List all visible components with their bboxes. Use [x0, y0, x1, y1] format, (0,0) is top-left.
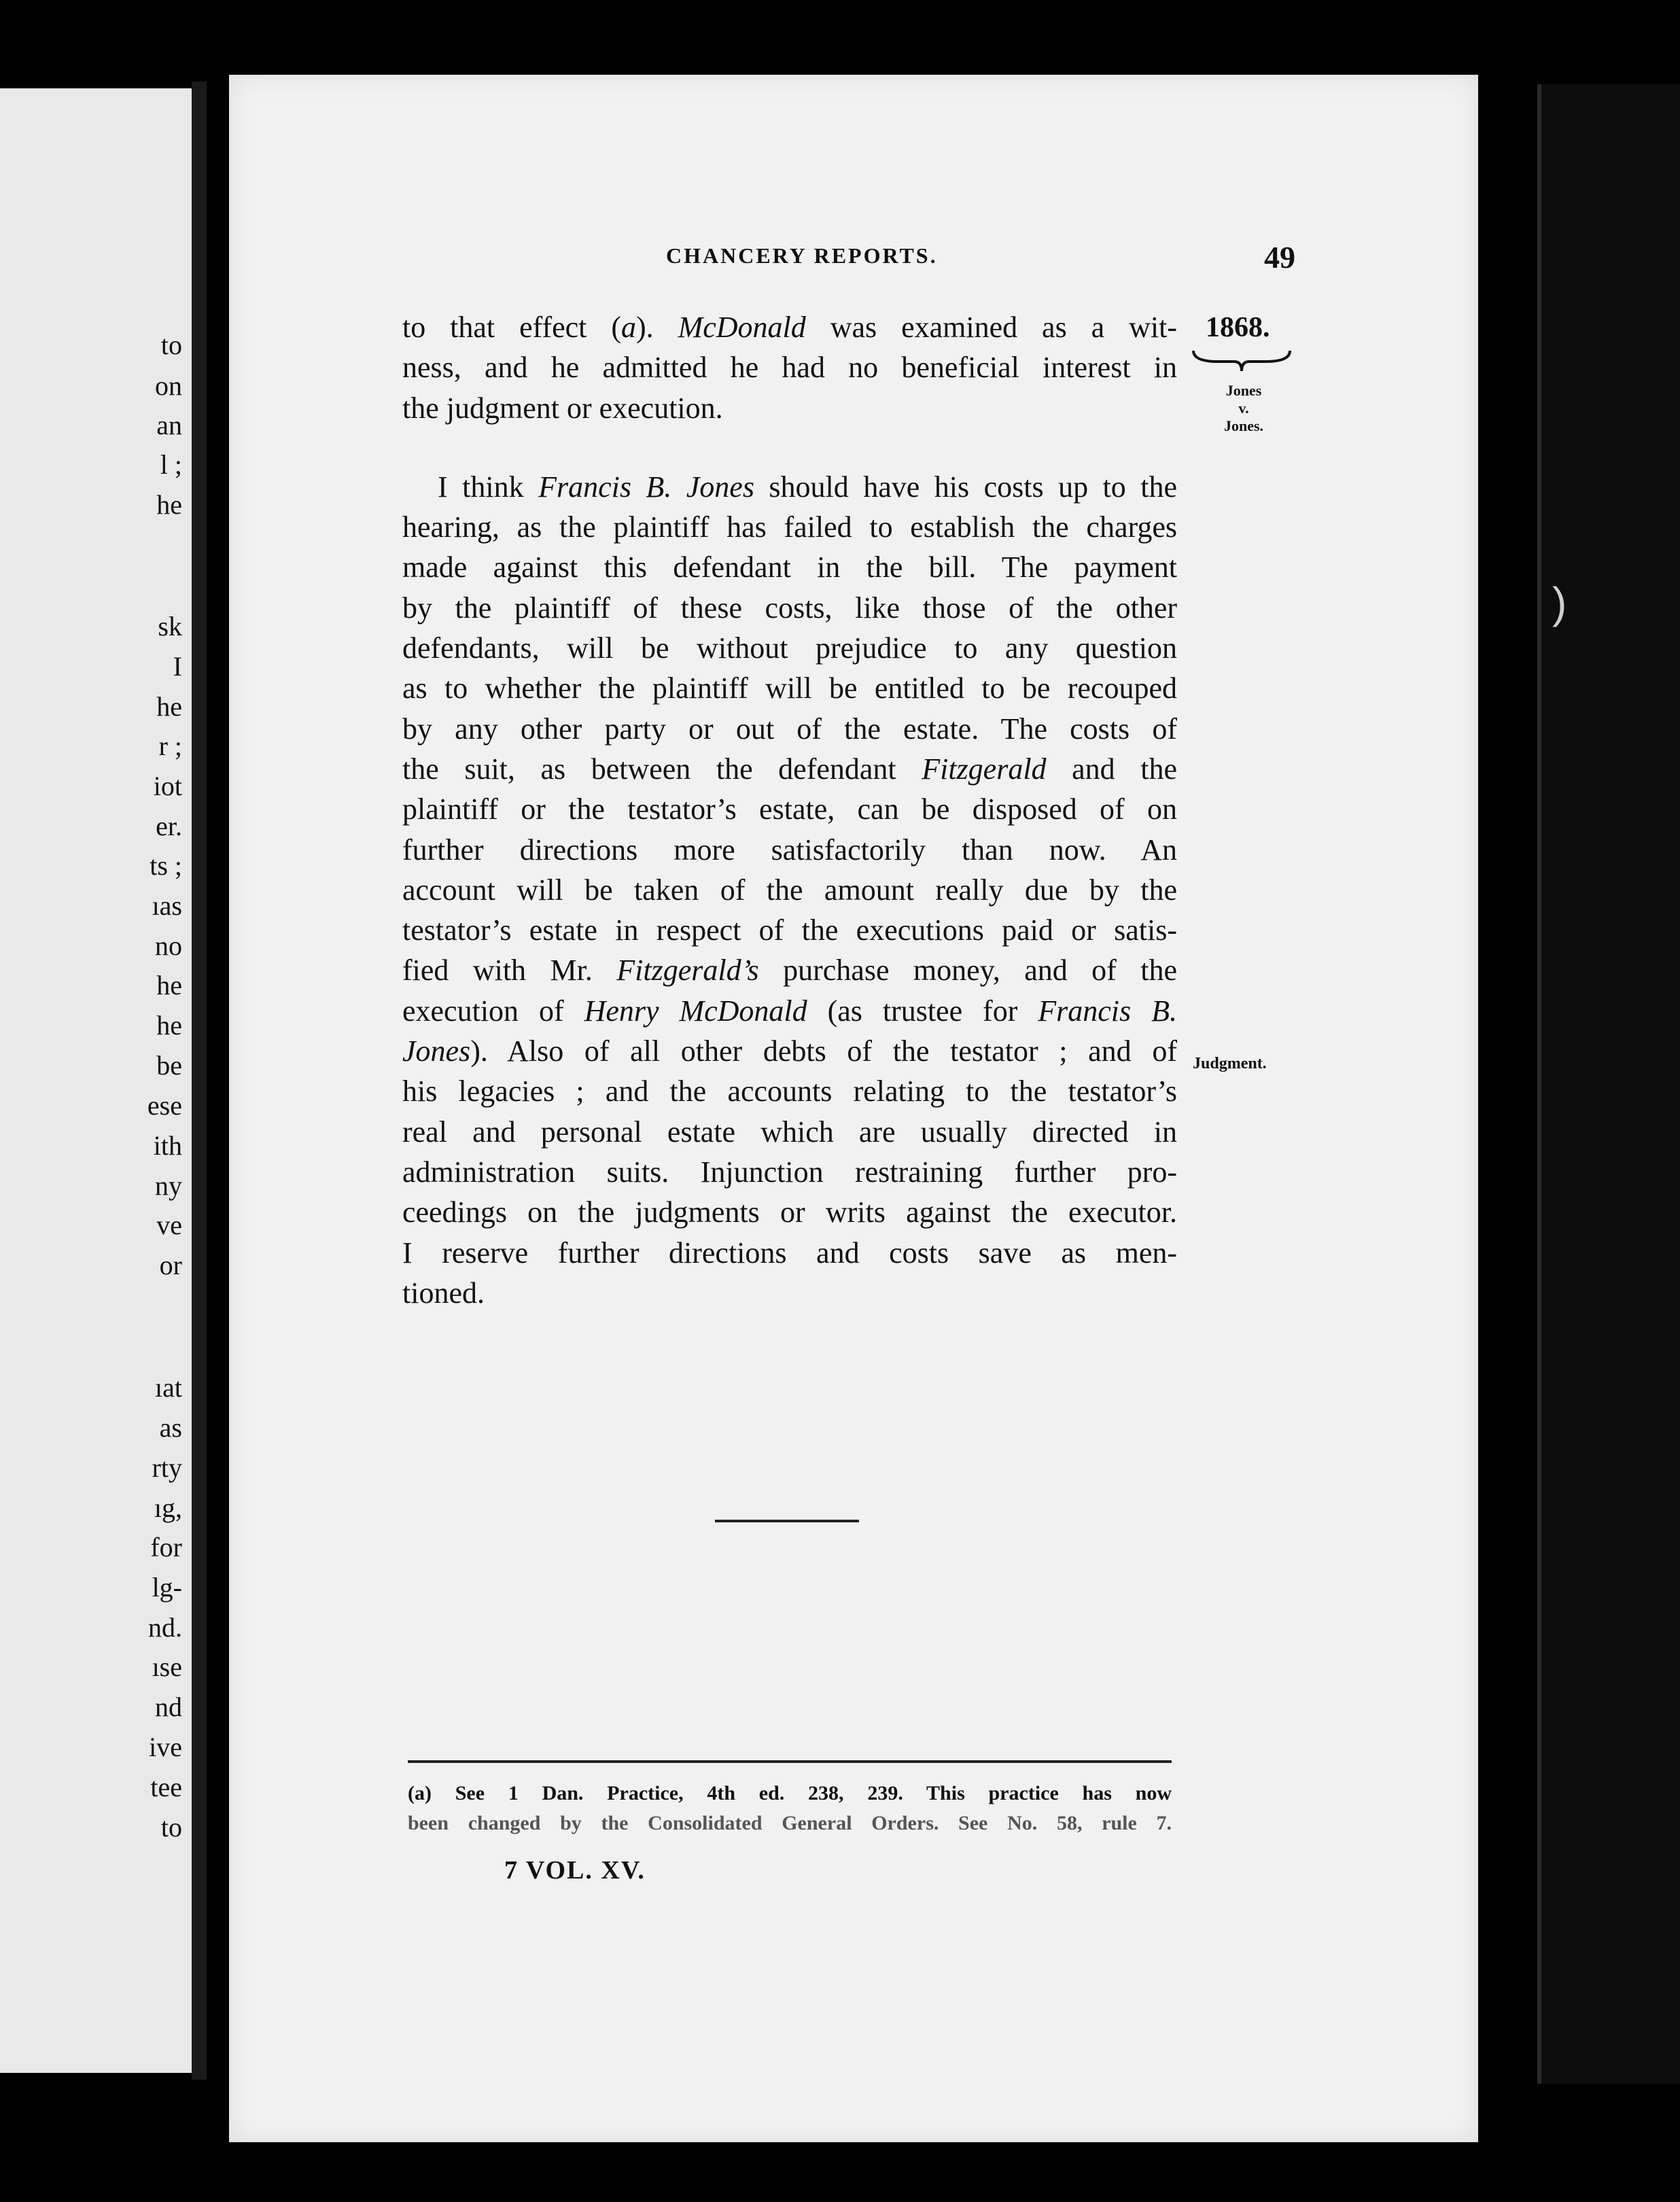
section-rule [715, 1520, 859, 1522]
left-page-fragment: nd [155, 1692, 182, 1722]
p1-line: to that effect (a). McDonald was examined as a wit- [402, 311, 1177, 344]
left-page-fragment: r ; [158, 731, 182, 761]
left-page-fragment: on [155, 370, 182, 401]
footnote-rule [408, 1760, 1172, 1763]
left-page-fragment: tee [150, 1772, 182, 1802]
left-page-fragment: as [159, 1412, 182, 1443]
left-page-fragment: ny [155, 1170, 182, 1201]
left-page-fragment: no [155, 930, 182, 961]
left-page-fragment: or [159, 1250, 182, 1280]
p2-line: the suit, as between the defendant Fitzgerald and the [402, 752, 1177, 786]
p1-line: ness, and he admitted he had no beneficial interest in [402, 351, 1177, 385]
p2-line: by the plaintiff of these costs, like those of the other [402, 591, 1177, 625]
margin-judgment: Judgment. [1193, 1055, 1267, 1072]
left-page-fragment: ıat [155, 1372, 182, 1403]
p2-line: Jones). Also of all other debts of the testator ; and of [402, 1034, 1177, 1068]
signature-mark: 7 VOL. XV. [504, 1856, 646, 1885]
left-page-fragment: he [156, 1010, 182, 1041]
left-page-fragment: sk [158, 611, 182, 642]
left-page-fragment: l ; [160, 449, 182, 480]
page-gutter [192, 82, 207, 2080]
margin-versus: v. [1238, 400, 1249, 417]
p2-line: administration suits. Injunction restraining further pro- [402, 1155, 1177, 1189]
left-page-fragment: ith [153, 1130, 182, 1161]
left-page-fragment: rty [152, 1452, 182, 1483]
running-head: CHANCERY REPORTS. [666, 243, 938, 268]
left-page-fragment: ts ; [150, 850, 182, 881]
p2-line: account will be taken of the amount really due by the [402, 873, 1177, 907]
p2-line: execution of Henry McDonald (as trustee for Francis B. [402, 994, 1177, 1028]
p2-line: fied with Mr. Fitzgerald’s purchase money, and of the [402, 954, 1177, 988]
page-number: 49 [1264, 240, 1295, 275]
margin-brace [1191, 347, 1293, 374]
p2-line: as to whether the plaintiff will be entitled to be recouped [402, 671, 1177, 705]
right-page-edge [1537, 84, 1680, 2084]
p1-line: the judgment or execution. [402, 391, 723, 425]
p2-line: by any other party or out of the estate. The costs of [402, 712, 1177, 746]
margin-party-2: Jones. [1223, 417, 1264, 434]
left-page-fragment: ve [156, 1210, 182, 1240]
p2-line: made against this defendant in the bill. The payment [402, 550, 1177, 584]
p2-line: testator’s estate in respect of the executions paid or satis- [402, 913, 1177, 947]
footnote-line: been changed by the Consolidated General Orders. See No. 58, rule 7. [408, 1812, 1172, 1834]
left-page-fragment: for [150, 1532, 182, 1562]
left-page-fragment: he [156, 970, 182, 1000]
p2-line: plaintiff or the testator’s estate, can be disposed of on [402, 792, 1177, 826]
left-page-fragment: be [156, 1050, 182, 1081]
left-page-fragment: er. [156, 811, 182, 841]
body-text [402, 307, 1177, 1313]
left-page-fragment: he [156, 691, 182, 722]
p2-line: ceedings on the judgments or writs against the executor. [402, 1195, 1177, 1229]
p2-line: tioned. [402, 1276, 485, 1310]
left-page-fragment: ıg, [154, 1492, 182, 1523]
left-page-fragment: an [156, 410, 182, 440]
p2-line: I think Francis B. Jones should have his costs up to the [438, 470, 1178, 504]
p2-line: real and personal estate which are usually directed in [402, 1115, 1177, 1149]
right-page-mark: ) [1552, 578, 1567, 627]
left-page-fragment: ıse [152, 1652, 182, 1682]
left-page-fragment: ive [149, 1732, 182, 1762]
p2-line: hearing, as the plaintiff has failed to establish the charges [402, 510, 1177, 544]
left-page-fragment: lg- [152, 1572, 182, 1603]
left-page-fragment: nd. [148, 1612, 182, 1643]
left-page-fragment: ıas [152, 890, 182, 921]
p2-line: his legacies ; and the accounts relating to the testator’s [402, 1074, 1177, 1108]
left-page-fragment: I [173, 651, 182, 682]
p2-line: defendants, will be without prejudice to any question [402, 631, 1177, 665]
margin-year: 1868. [1206, 312, 1270, 343]
left-facing-page [0, 88, 192, 2073]
left-page-fragment: he [156, 489, 182, 520]
p2-line: I reserve further directions and costs save as men- [402, 1236, 1177, 1270]
left-page-fragment: ese [147, 1090, 182, 1121]
footnote-line: (a) See 1 Dan. Practice, 4th ed. 238, 239. This practice has now [408, 1782, 1172, 1804]
left-page-fragment: iot [153, 771, 182, 801]
left-page-fragment: to [160, 1812, 182, 1842]
p2-line: further directions more satisfactorily than now. An [402, 833, 1177, 867]
margin-party-1: Jones [1225, 382, 1262, 399]
left-page-fragment: to [160, 330, 182, 360]
